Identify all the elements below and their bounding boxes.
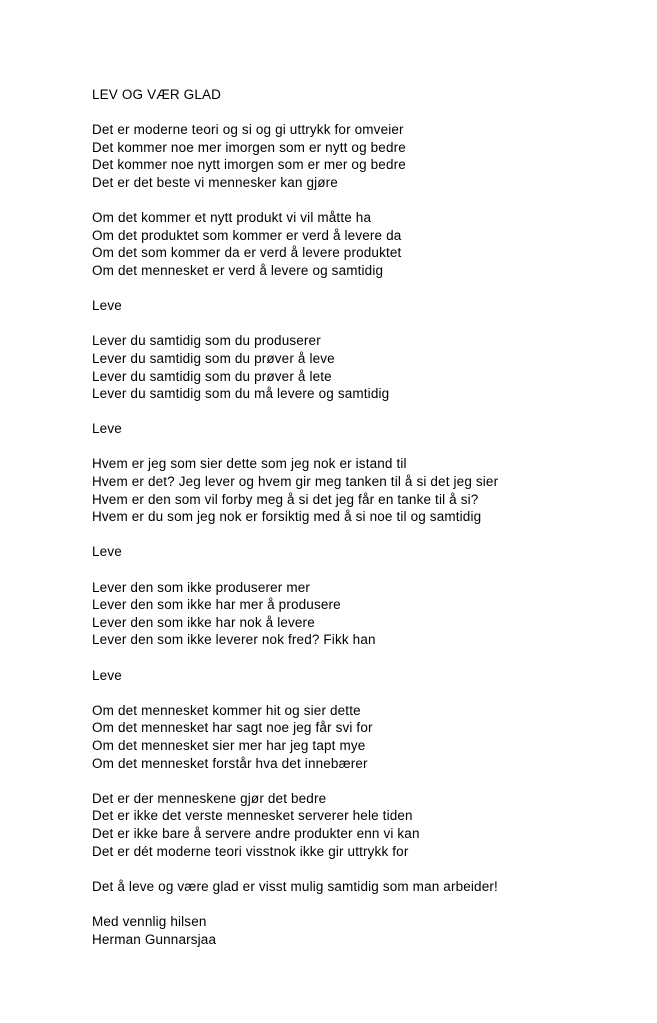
author-name: Herman Gunnarsjaa (92, 931, 217, 947)
spacer (92, 860, 652, 878)
signature-block (92, 913, 652, 948)
spacer (92, 526, 652, 544)
poem-line: Lever du samtidig som du produserer (92, 333, 321, 349)
refrain-line: Leve (92, 298, 122, 314)
poem-line: Det er det beste vi mennesker kan gjøre (92, 174, 338, 190)
poem-line: Det er ikke det verste mennesket serverer hele tiden (92, 808, 413, 824)
spacer (92, 649, 652, 667)
poem-line: Om det som kommer da er verd å levere produktet (92, 245, 402, 261)
poem-line: Hvem er den som vil forby meg å si det jeg får en tanke til å si? (92, 491, 479, 507)
stanza-3 (92, 332, 652, 402)
poem-line: Om det mennesket forstår hva det innebærer (92, 755, 368, 771)
poem-line: Det er der menneskene gjør det bedre (92, 790, 327, 806)
poem-line: Det kommer noe nytt imorgen som er mer og bedre (92, 157, 406, 173)
closing-line: Det å leve og være glad er visst mulig samtidig som man arbeider! (92, 878, 498, 894)
poem-line: Om det mennesket er verd å levere og samtidig (92, 262, 384, 278)
refrain-line: Leve (92, 667, 122, 683)
spacer (92, 561, 652, 579)
spacer (92, 315, 652, 333)
poem-line: Hvem er du som jeg nok er forsiktig med å si noe til og samtidig (92, 509, 482, 525)
spacer (92, 895, 652, 913)
poem-line: Om det mennesket har sagt noe jeg får svi for (92, 720, 373, 736)
stanza-7 (92, 790, 652, 860)
poem-line: Lever du samtidig som du må levere og samtidig (92, 386, 390, 402)
poem-line: Om det kommer et nytt produkt vi vil måtte ha (92, 210, 372, 226)
spacer (92, 438, 652, 456)
poem-line: Lever den som ikke leverer nok fred? Fikk han (92, 632, 376, 648)
spacer (92, 280, 652, 298)
stanza-5 (92, 579, 652, 649)
stanza-1 (92, 121, 652, 191)
poem-line: Lever du samtidig som du prøver å lete (92, 368, 332, 384)
poem-line: Lever den som ikke har mer å produsere (92, 597, 341, 613)
poem-line: Det er ikke bare å servere andre produkter enn vi kan (92, 825, 420, 841)
stanza-4 (92, 455, 652, 525)
spacer (92, 772, 652, 790)
poem-line: Om det mennesket kommer hit og sier dette (92, 702, 361, 718)
spacer (92, 104, 652, 122)
poem-line: Om det mennesket sier mer har jeg tapt mye (92, 737, 366, 753)
refrain-line: Leve (92, 544, 122, 560)
poem-line: Det er moderne teori og si og gi uttrykk for omveier (92, 122, 404, 138)
poem-line: Det er dét moderne teori visstnok ikke gir uttrykk for (92, 843, 409, 859)
stanza-6 (92, 702, 652, 772)
poem-title: LEV OG VÆR GLAD (92, 87, 222, 102)
refrain-line: Leve (92, 421, 122, 437)
stanza-2 (92, 209, 652, 279)
poem-line: Lever den som ikke har nok å levere (92, 614, 315, 630)
poem-line: Om det produktet som kommer er verd å levere da (92, 227, 402, 243)
poem-line: Hvem er jeg som sier dette som jeg nok er istand til (92, 456, 407, 472)
poem-document (92, 86, 652, 948)
spacer (92, 192, 652, 210)
poem-line: Lever den som ikke produserer mer (92, 579, 311, 595)
spacer (92, 403, 652, 421)
spacer (92, 684, 652, 702)
poem-line: Det kommer noe mer imorgen som er nytt og bedre (92, 139, 406, 155)
poem-line: Hvem er det? Jeg lever og hvem gir meg tanken til å si det jeg sier (92, 474, 499, 490)
signoff-text: Med vennlig hilsen (92, 913, 207, 929)
poem-line: Lever du samtidig som du prøver å leve (92, 350, 335, 366)
